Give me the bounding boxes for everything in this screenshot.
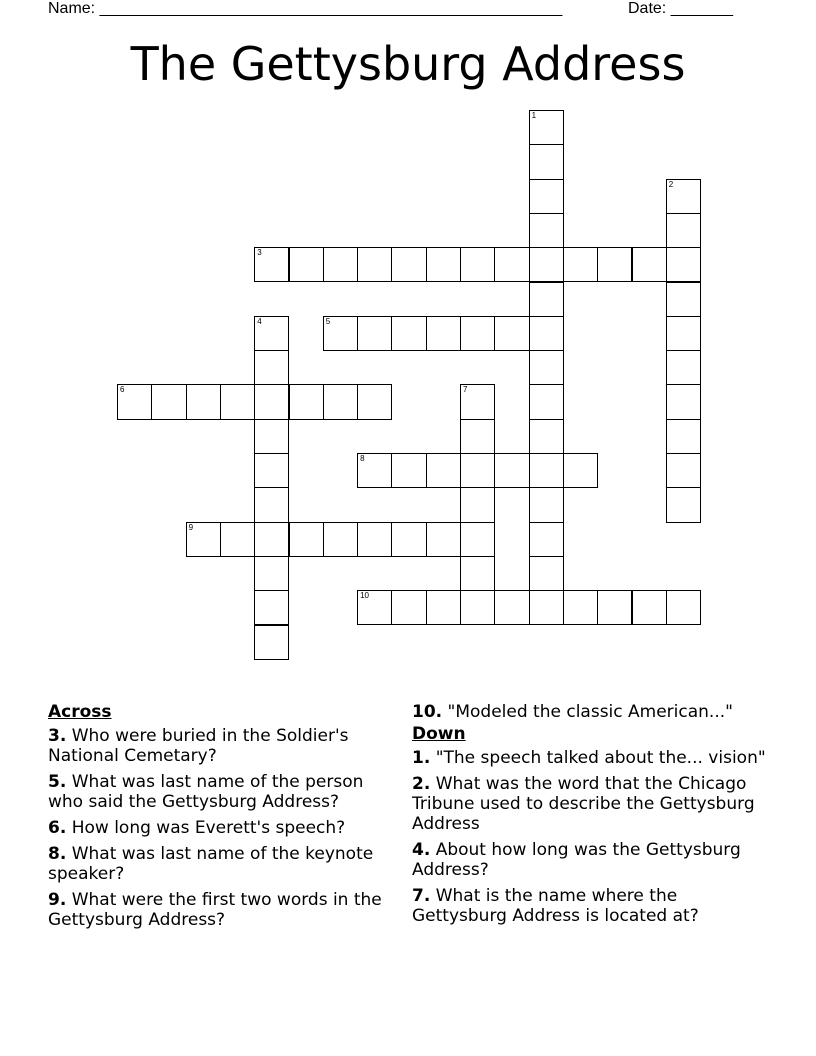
clue-number: 6. — [48, 818, 67, 838]
grid-cell[interactable] — [529, 247, 564, 282]
grid-cell[interactable] — [529, 179, 564, 214]
clue-across-6 — [48, 818, 393, 838]
grid-cell[interactable] — [391, 522, 426, 557]
grid-cell[interactable] — [666, 453, 701, 488]
grid-cell[interactable] — [460, 316, 495, 351]
clue-number: 7. — [412, 886, 431, 906]
grid-cell[interactable] — [357, 384, 392, 419]
grid-cell[interactable] — [186, 522, 221, 557]
grid-cell[interactable] — [254, 625, 289, 660]
date-field[interactable]: Date: _______ — [628, 0, 733, 17]
grid-cell[interactable] — [460, 247, 495, 282]
grid-cell[interactable] — [460, 590, 495, 625]
grid-cell[interactable] — [666, 350, 701, 385]
grid-cell[interactable] — [666, 487, 701, 522]
grid-cell[interactable] — [426, 247, 461, 282]
grid-cell[interactable] — [357, 247, 392, 282]
grid-cell[interactable] — [529, 213, 564, 248]
grid-cell[interactable] — [460, 522, 495, 557]
grid-cell[interactable] — [563, 590, 598, 625]
grid-cell[interactable] — [494, 590, 529, 625]
grid-cell[interactable] — [254, 453, 289, 488]
clue-number-label: 1 — [531, 111, 537, 120]
grid-cell[interactable] — [460, 487, 495, 522]
grid-cell[interactable] — [117, 384, 152, 419]
clue-number-label: 2 — [668, 179, 674, 189]
grid-cell[interactable] — [254, 419, 289, 454]
clue-down-2 — [412, 774, 772, 834]
grid-cell[interactable] — [666, 419, 701, 454]
page-title: The Gettysburg Address — [130, 37, 686, 91]
clue-number: 4. — [412, 840, 431, 860]
grid-cell[interactable] — [460, 453, 495, 488]
grid-cell[interactable] — [323, 522, 358, 557]
grid-cell[interactable] — [289, 522, 324, 557]
clue-number: 1. — [412, 748, 431, 768]
clue-number: 5. — [48, 772, 67, 792]
grid-cell[interactable] — [391, 247, 426, 282]
grid-cell[interactable] — [666, 179, 701, 214]
grid-cell[interactable] — [254, 316, 289, 351]
grid-cell[interactable] — [426, 453, 461, 488]
grid-cell[interactable] — [529, 350, 564, 385]
grid-cell[interactable] — [666, 282, 701, 317]
clue-text: What was the word that the Chicago Tribune used to describe the Gettysburg Address — [412, 774, 755, 834]
clues-right-column — [412, 702, 772, 932]
grid-cell[interactable] — [529, 556, 564, 591]
grid-cell[interactable] — [254, 247, 289, 282]
clue-number: 8. — [48, 844, 67, 864]
grid-cell[interactable] — [254, 522, 289, 557]
grid-cell[interactable] — [460, 384, 495, 419]
clue-text: What were the first two words in the Gettysburg Address? — [48, 890, 382, 930]
clue-across-5 — [48, 772, 393, 812]
grid-cell[interactable] — [666, 316, 701, 351]
clues-left-column — [48, 702, 393, 936]
clue-number-label: 8 — [360, 454, 365, 463]
grid-cell[interactable] — [529, 144, 564, 179]
grid-cell[interactable] — [632, 590, 667, 625]
clue-number: 3. — [48, 726, 67, 746]
clue-across-9 — [48, 890, 393, 930]
grid-cell[interactable] — [666, 213, 701, 248]
grid-cell[interactable] — [254, 556, 289, 591]
clue-text: "The speech talked about the... vision" — [435, 748, 766, 768]
clue-text: "Modeled the classic American..." — [447, 702, 733, 722]
grid-cell[interactable] — [391, 453, 426, 488]
grid-cell[interactable] — [632, 247, 667, 282]
clue-down-4 — [412, 840, 772, 880]
clue-text: What is the name where the Gettysburg Address is located at? — [412, 886, 699, 926]
grid-cell[interactable] — [460, 419, 495, 454]
grid-cell[interactable] — [426, 316, 461, 351]
clue-text: About how long was the Gettysburg Address? — [412, 840, 741, 880]
grid-cell[interactable] — [529, 419, 564, 454]
clue-number: 2. — [412, 774, 431, 794]
clue-number-label: 9 — [188, 522, 194, 532]
clue-number: 9. — [48, 890, 67, 910]
clue-across-8 — [48, 844, 393, 884]
grid-cell[interactable] — [254, 350, 289, 385]
clue-across-3 — [48, 726, 393, 766]
across-heading: Across — [48, 702, 112, 722]
grid-cell[interactable] — [323, 247, 358, 282]
clue-number-label: 5 — [325, 316, 331, 326]
grid-cell[interactable] — [220, 384, 255, 419]
clue-text: What was last name of the person who said the Gettysburg Address? — [48, 772, 364, 812]
grid-cell[interactable] — [529, 282, 564, 317]
grid-cell[interactable] — [529, 316, 564, 351]
grid-cell[interactable] — [357, 453, 392, 488]
clue-number-label: 6 — [120, 385, 125, 395]
grid-cell[interactable] — [426, 522, 461, 557]
grid-cell[interactable] — [289, 247, 324, 282]
grid-cell[interactable] — [494, 453, 529, 488]
clue-number-label: 7 — [463, 385, 468, 395]
grid-cell[interactable] — [597, 247, 632, 282]
clue-down-1 — [412, 748, 772, 768]
grid-cell[interactable] — [391, 316, 426, 351]
down-heading: Down — [412, 724, 466, 744]
clue-text: Who were buried in the Soldier's National Cemetary? — [48, 726, 349, 766]
clue-down-7 — [412, 886, 772, 926]
clue-number-label: 3 — [257, 248, 262, 258]
clue-number-label: 10 — [360, 591, 369, 601]
grid-cell[interactable] — [529, 453, 564, 488]
grid-cell[interactable] — [666, 590, 701, 625]
grid-cell[interactable] — [323, 384, 358, 419]
grid-cell[interactable] — [529, 384, 564, 419]
grid-cell[interactable] — [563, 247, 598, 282]
grid-cell[interactable] — [426, 590, 461, 625]
name-field[interactable]: Name: ____________________________________________________ — [48, 0, 563, 17]
grid-cell[interactable] — [494, 247, 529, 282]
grid-cell[interactable] — [666, 247, 701, 282]
grid-cell[interactable] — [289, 384, 324, 419]
clue-number: 10. — [412, 702, 443, 722]
clue-across-10 — [412, 702, 772, 722]
grid-cell[interactable] — [529, 487, 564, 522]
grid-cell[interactable] — [357, 522, 392, 557]
clue-number-label: 4 — [257, 316, 262, 326]
grid-cell[interactable] — [597, 590, 632, 625]
grid-cell[interactable] — [186, 384, 221, 419]
clue-text: How long was Everett's speech? — [71, 818, 346, 838]
grid-cell[interactable] — [666, 384, 701, 419]
grid-cell[interactable] — [357, 590, 392, 625]
grid-cell[interactable] — [254, 487, 289, 522]
grid-cell[interactable] — [391, 590, 426, 625]
grid-cell[interactable] — [563, 453, 598, 488]
grid-cell[interactable] — [357, 316, 392, 351]
grid-cell[interactable] — [494, 316, 529, 351]
grid-cell[interactable] — [460, 556, 495, 591]
grid-cell[interactable] — [323, 316, 358, 351]
grid-cell[interactable] — [254, 384, 289, 419]
grid-cell[interactable] — [254, 590, 289, 625]
grid-cell[interactable] — [529, 522, 564, 557]
grid-cell[interactable] — [529, 590, 564, 625]
clue-text: What was last name of the keynote speaker? — [48, 844, 374, 884]
grid-cell[interactable] — [151, 384, 186, 419]
grid-cell[interactable] — [220, 522, 255, 557]
grid-cell[interactable] — [529, 110, 564, 145]
